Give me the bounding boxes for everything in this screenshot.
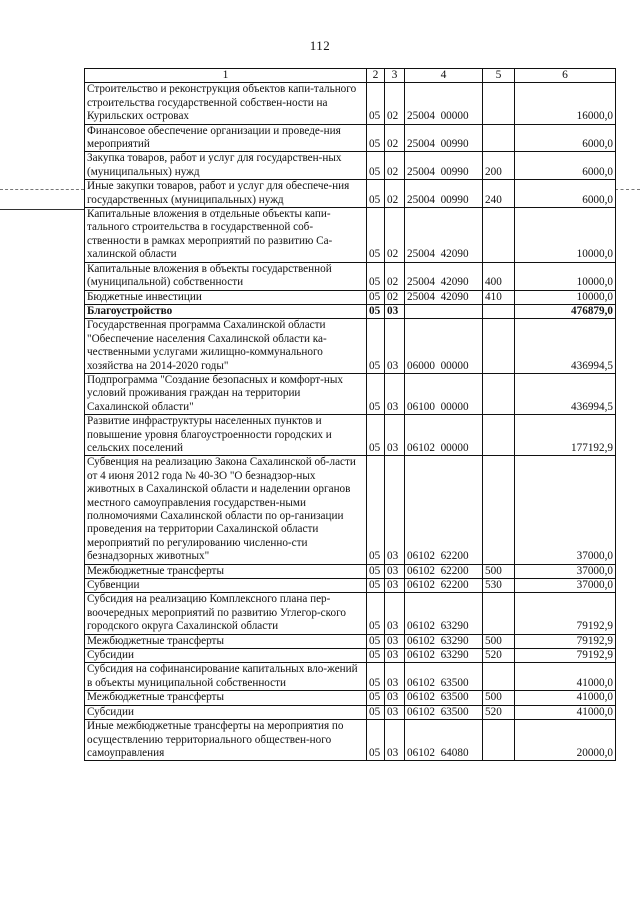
row-name: Межбюджетные трансферты xyxy=(85,564,367,578)
row-section-code: 05 xyxy=(367,124,385,152)
row-expense-type-code xyxy=(483,208,515,263)
row-expense-type-code: 500 xyxy=(483,564,515,578)
row-subsection-code: 03 xyxy=(385,691,405,705)
row-amount: 6000,0 xyxy=(515,124,616,152)
row-subsection-code: 02 xyxy=(385,180,405,208)
row-target-code: 06102 63290 xyxy=(405,593,483,634)
table-row xyxy=(85,593,616,634)
row-target-code: 06102 64080 xyxy=(405,720,483,761)
row-amount: 79192,9 xyxy=(515,634,616,648)
row-amount: 41000,0 xyxy=(515,663,616,691)
row-target-code: 06102 63500 xyxy=(405,691,483,705)
row-amount: 37000,0 xyxy=(515,564,616,578)
row-section-code: 05 xyxy=(367,593,385,634)
row-target-code: 06102 62200 xyxy=(405,579,483,593)
table-header-row xyxy=(85,69,616,83)
row-target-code: 25004 42090 xyxy=(405,290,483,304)
header-col-2: 2 xyxy=(367,69,385,83)
row-expense-type-code xyxy=(483,663,515,691)
row-target-code: 06000 00000 xyxy=(405,319,483,374)
row-subsection-code: 03 xyxy=(385,720,405,761)
row-section-code: 05 xyxy=(367,564,385,578)
row-section-code: 05 xyxy=(367,208,385,263)
row-section-code: 05 xyxy=(367,705,385,719)
row-subsection-code: 02 xyxy=(385,262,405,290)
row-expense-type-code: 500 xyxy=(483,691,515,705)
table-row xyxy=(85,579,616,593)
row-name: Строительство и реконструкция объектов капи-тального строительства государственной собствен-ности на Курильских островах xyxy=(85,83,367,124)
row-target-code: 25004 00990 xyxy=(405,152,483,180)
row-expense-type-code xyxy=(483,593,515,634)
row-amount: 79192,9 xyxy=(515,593,616,634)
header-col-3: 3 xyxy=(385,69,405,83)
scan-mark-right xyxy=(615,189,640,190)
row-expense-type-code: 500 xyxy=(483,634,515,648)
header-col-5: 5 xyxy=(483,69,515,83)
page-number: 112 xyxy=(309,38,331,53)
row-section-code: 05 xyxy=(367,634,385,648)
row-name: Иные межбюджетные трансферты на мероприятия по осуществлению территориального обществен-ного самоуправления xyxy=(85,720,367,761)
row-target-code: 06102 63290 xyxy=(405,649,483,663)
row-name: Закупка товаров, работ и услуг для государствен-ных (муниципальных) нужд xyxy=(85,152,367,180)
row-amount: 10000,0 xyxy=(515,262,616,290)
row-amount: 41000,0 xyxy=(515,705,616,719)
row-expense-type-code: 200 xyxy=(483,152,515,180)
row-expense-type-code: 520 xyxy=(483,705,515,719)
header-col-4: 4 xyxy=(405,69,483,83)
row-name: Капитальные вложения в отдельные объекты капи-тального строительства в государственной соб-ственности в рамках мероприятий по развитию Са-халинской области xyxy=(85,208,367,263)
row-subsection-code: 03 xyxy=(385,564,405,578)
row-amount: 20000,0 xyxy=(515,720,616,761)
row-expense-type-code: 410 xyxy=(483,290,515,304)
budget-table xyxy=(84,68,616,761)
row-expense-type-code xyxy=(483,304,515,318)
row-target-code: 06102 63500 xyxy=(405,663,483,691)
row-subsection-code: 02 xyxy=(385,152,405,180)
row-target-code: 25004 42090 xyxy=(405,262,483,290)
table-row xyxy=(85,304,616,318)
row-expense-type-code: 400 xyxy=(483,262,515,290)
row-expense-type-code xyxy=(483,456,515,564)
row-amount: 476879,0 xyxy=(515,304,616,318)
table-row xyxy=(85,720,616,761)
table-row xyxy=(85,373,616,414)
row-name: Развитие инфраструктуры населенных пунктов и повышение уровня благоустроенности городских и сельских поселений xyxy=(85,415,367,456)
row-expense-type-code xyxy=(483,319,515,374)
table-body xyxy=(85,83,616,761)
table-row xyxy=(85,415,616,456)
table-row xyxy=(85,83,616,124)
scan-mark-left-lower xyxy=(0,209,84,210)
table-row xyxy=(85,456,616,564)
row-subsection-code: 02 xyxy=(385,208,405,263)
row-target-code: 06100 00000 xyxy=(405,373,483,414)
row-section-code: 05 xyxy=(367,262,385,290)
row-subsection-code: 03 xyxy=(385,649,405,663)
row-subsection-code: 03 xyxy=(385,579,405,593)
row-subsection-code: 02 xyxy=(385,83,405,124)
table-row xyxy=(85,705,616,719)
row-expense-type-code xyxy=(483,83,515,124)
row-amount: 79192,9 xyxy=(515,649,616,663)
row-target-code: 25004 42090 xyxy=(405,208,483,263)
row-target-code xyxy=(405,304,483,318)
scan-mark-left xyxy=(0,189,84,190)
table-row xyxy=(85,152,616,180)
row-subsection-code: 03 xyxy=(385,456,405,564)
row-target-code: 25004 00990 xyxy=(405,124,483,152)
row-amount: 436994,5 xyxy=(515,373,616,414)
row-name: Государственная программа Сахалинской области "Обеспечение населения Сахалинской области ка-чественными услугами жилищно-коммунального хозяйства на 2014-2020 годы" xyxy=(85,319,367,374)
header-col-6: 6 xyxy=(515,69,616,83)
row-name: Капитальные вложения в объекты государственной (муниципальной) собственности xyxy=(85,262,367,290)
row-expense-type-code: 520 xyxy=(483,649,515,663)
table-row xyxy=(85,290,616,304)
row-expense-type-code xyxy=(483,373,515,414)
row-expense-type-code xyxy=(483,124,515,152)
row-section-code: 05 xyxy=(367,720,385,761)
row-expense-type-code: 530 xyxy=(483,579,515,593)
row-subsection-code: 03 xyxy=(385,373,405,414)
row-name: Субсидии xyxy=(85,649,367,663)
row-target-code: 06102 63290 xyxy=(405,634,483,648)
row-amount: 177192,9 xyxy=(515,415,616,456)
row-amount: 37000,0 xyxy=(515,456,616,564)
row-subsection-code: 03 xyxy=(385,593,405,634)
row-subsection-code: 03 xyxy=(385,705,405,719)
row-section-code: 05 xyxy=(367,83,385,124)
row-section-code: 05 xyxy=(367,319,385,374)
row-amount: 6000,0 xyxy=(515,180,616,208)
table-row xyxy=(85,319,616,374)
row-expense-type-code xyxy=(483,415,515,456)
row-subsection-code: 02 xyxy=(385,290,405,304)
row-subsection-code: 03 xyxy=(385,304,405,318)
row-target-code: 06102 62200 xyxy=(405,456,483,564)
row-name: Субсидии xyxy=(85,705,367,719)
table-row xyxy=(85,649,616,663)
row-section-code: 05 xyxy=(367,691,385,705)
row-target-code: 06102 00000 xyxy=(405,415,483,456)
row-name: Подпрограмма "Создание безопасных и комфорт-ных условий проживания граждан на территории Сахалинской области" xyxy=(85,373,367,414)
row-section-code: 05 xyxy=(367,373,385,414)
row-subsection-code: 03 xyxy=(385,663,405,691)
row-name: Субвенции xyxy=(85,579,367,593)
row-amount: 16000,0 xyxy=(515,83,616,124)
row-name: Субсидия на реализацию Комплексного плана пер-воочередных мероприятий по развитию Углегор-ского городского округа Сахалинской области xyxy=(85,593,367,634)
row-expense-type-code xyxy=(483,720,515,761)
row-section-code: 05 xyxy=(367,649,385,663)
table-row xyxy=(85,634,616,648)
row-section-code: 05 xyxy=(367,663,385,691)
row-expense-type-code: 240 xyxy=(483,180,515,208)
row-amount: 10000,0 xyxy=(515,208,616,263)
row-section-code: 05 xyxy=(367,579,385,593)
row-section-code: 05 xyxy=(367,152,385,180)
row-subsection-code: 03 xyxy=(385,319,405,374)
row-target-code: 25004 00000 xyxy=(405,83,483,124)
row-section-code: 05 xyxy=(367,180,385,208)
table-row xyxy=(85,208,616,263)
row-name: Благоустройство xyxy=(85,304,367,318)
row-section-code: 05 xyxy=(367,415,385,456)
row-section-code: 05 xyxy=(367,304,385,318)
table-row xyxy=(85,180,616,208)
header-col-1: 1 xyxy=(85,69,367,83)
row-amount: 436994,5 xyxy=(515,319,616,374)
row-name: Субвенция на реализацию Закона Сахалинской об-ласти от 4 июня 2012 года № 40-ЗО "О безнадзор-ных животных в Сахалинской области и наделении органов местного самоуправления государствен-ными полномочиями Сахалинской области по ор-ганизации проведения на территории Сахалинской области мероприятий по регулированию численно-сти безнадзорных животных" xyxy=(85,456,367,564)
row-amount: 10000,0 xyxy=(515,290,616,304)
table-row xyxy=(85,262,616,290)
row-name: Межбюджетные трансферты xyxy=(85,634,367,648)
row-amount: 6000,0 xyxy=(515,152,616,180)
table-row xyxy=(85,691,616,705)
row-section-code: 05 xyxy=(367,290,385,304)
row-name: Иные закупки товаров, работ и услуг для обеспече-ния государственных (муниципальных) нужд xyxy=(85,180,367,208)
row-target-code: 25004 00990 xyxy=(405,180,483,208)
row-amount: 37000,0 xyxy=(515,579,616,593)
row-subsection-code: 03 xyxy=(385,634,405,648)
row-name: Бюджетные инвестиции xyxy=(85,290,367,304)
table-row xyxy=(85,663,616,691)
row-target-code: 06102 62200 xyxy=(405,564,483,578)
table-row xyxy=(85,124,616,152)
row-subsection-code: 02 xyxy=(385,124,405,152)
row-name: Субсидия на софинансирование капитальных вло-жений в объекты муниципальной собственности xyxy=(85,663,367,691)
row-name: Межбюджетные трансферты xyxy=(85,691,367,705)
row-amount: 41000,0 xyxy=(515,691,616,705)
row-section-code: 05 xyxy=(367,456,385,564)
row-subsection-code: 03 xyxy=(385,415,405,456)
table-row xyxy=(85,564,616,578)
row-target-code: 06102 63500 xyxy=(405,705,483,719)
row-name: Финансовое обеспечение организации и проведе-ния мероприятий xyxy=(85,124,367,152)
